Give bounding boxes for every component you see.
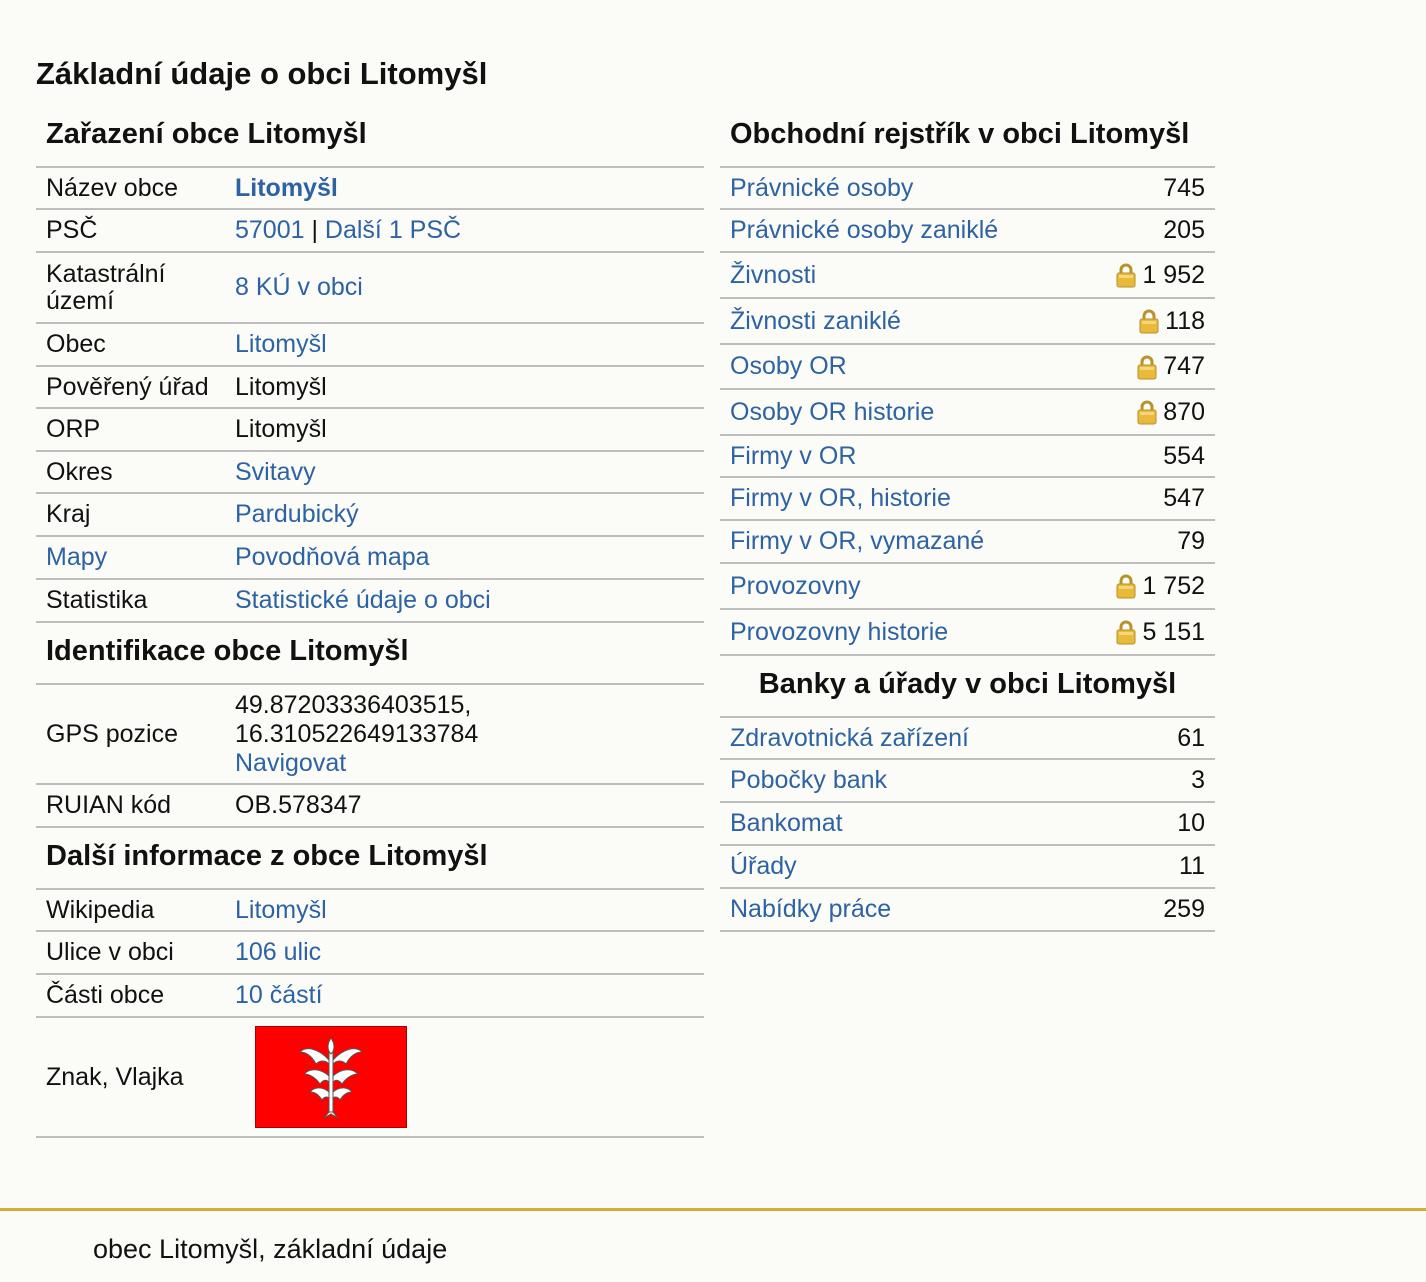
row-povereny-urad <box>36 367 704 409</box>
register-row <box>720 345 1215 390</box>
row-label: RUIAN kód <box>46 791 172 819</box>
office-count: 10 <box>1177 809 1205 837</box>
register-row <box>720 478 1215 521</box>
row-casti <box>36 975 704 1018</box>
office-count: 11 <box>1179 852 1205 880</box>
row-label: Wikipedia <box>46 895 155 924</box>
register-count-cell <box>1177 527 1205 556</box>
row-statistika <box>36 580 704 623</box>
row-label: Katastrální území <box>46 259 166 315</box>
register-count: 118 <box>1165 306 1205 335</box>
footer-text: obec Litomyšl, základní údaje <box>93 1234 448 1264</box>
lock-icon <box>1116 619 1136 645</box>
row-label: Pověřený úřad <box>46 372 209 401</box>
register-count-cell <box>1137 398 1205 427</box>
row-ulice <box>36 932 704 975</box>
register-link[interactable]: Firmy v OR <box>730 441 857 470</box>
register-count: 1 952 <box>1142 260 1205 289</box>
row-label: Části obce <box>46 981 165 1009</box>
register-link[interactable]: Právnické osoby <box>730 173 914 202</box>
register-link[interactable]: Provozovny <box>730 571 861 600</box>
office-count: 259 <box>1163 895 1205 923</box>
rejstrik-heading: Obchodní rejstřík v obci Litomyšl <box>720 112 1215 168</box>
register-count-cell <box>1116 261 1205 290</box>
cadastral-areas-link[interactable]: 8 KÚ v obci <box>235 273 363 301</box>
register-count-cell <box>1163 442 1205 471</box>
register-link[interactable]: Firmy v OR, vymazané <box>730 527 985 555</box>
office-count: 61 <box>1177 723 1205 752</box>
register-count: 747 <box>1163 352 1205 380</box>
row-label: Obec <box>46 330 106 358</box>
office-count-cell <box>1163 895 1205 924</box>
register-count: 79 <box>1177 527 1205 555</box>
gps-latitude: 49.87203336403515, <box>235 690 472 719</box>
register-count: 547 <box>1163 484 1205 512</box>
zarazeni-heading: Zařazení obce Litomyšl <box>36 112 704 168</box>
register-link[interactable]: Osoby OR historie <box>730 397 935 426</box>
navigate-link[interactable]: Navigovat <box>235 748 347 777</box>
psc-separator: | <box>304 216 325 244</box>
row-label: Statistika <box>46 586 148 614</box>
row-label: GPS pozice <box>46 719 179 748</box>
row-kraj <box>36 494 704 537</box>
statistics-link[interactable]: Statistické údaje o obci <box>235 586 491 614</box>
kraj-link[interactable]: Pardubický <box>235 500 359 528</box>
register-count-cell <box>1163 174 1205 203</box>
row-label: PSČ <box>46 216 98 244</box>
row-label: Znak, Vlajka <box>46 1062 184 1091</box>
register-count-cell <box>1116 618 1205 647</box>
row-znak-vlajka <box>36 1018 704 1138</box>
register-link[interactable]: Právnické osoby zaniklé <box>730 216 999 244</box>
office-link[interactable]: Bankomat <box>730 809 843 837</box>
row-gps <box>36 685 704 785</box>
row-ruian <box>36 785 704 828</box>
row-label: Název obce <box>46 173 179 202</box>
register-count-cell <box>1139 307 1205 336</box>
banky-heading: Banky a úřady v obci Litomyšl <box>720 656 1215 718</box>
register-row <box>720 610 1215 656</box>
obec-link[interactable]: Litomyšl <box>235 330 327 358</box>
register-count: 1 752 <box>1142 571 1205 600</box>
identifikace-heading: Identifikace obce Litomyšl <box>36 623 704 685</box>
fleur-emblem-icon <box>296 1034 366 1120</box>
register-row <box>720 168 1215 210</box>
register-count-cell <box>1137 352 1205 381</box>
row-katastralni-uzemi <box>36 253 704 324</box>
office-link[interactable]: Nabídky práce <box>730 895 892 923</box>
office-row <box>720 846 1215 889</box>
register-link[interactable]: Živnosti zaniklé <box>730 306 901 335</box>
row-nazev-obce <box>36 168 704 210</box>
business-register-column <box>720 112 1215 932</box>
footer-divider <box>0 1208 1426 1211</box>
ruian-value: OB.578347 <box>235 791 362 819</box>
streets-link[interactable]: 106 ulic <box>235 938 322 966</box>
register-link[interactable]: Provozovny historie <box>730 617 949 646</box>
register-row <box>720 210 1215 253</box>
gps-longitude: 16.310522649133784 <box>235 719 479 748</box>
mapy-link[interactable]: Mapy <box>46 543 108 571</box>
office-link[interactable]: Zdravotnická zařízení <box>730 723 969 752</box>
register-row <box>720 299 1215 345</box>
row-okres <box>36 452 704 494</box>
rejstrik-list <box>720 168 1215 656</box>
register-count-cell <box>1116 572 1205 601</box>
lock-icon <box>1139 308 1159 334</box>
office-count-cell <box>1177 809 1205 838</box>
municipality-name-link[interactable]: Litomyšl <box>235 173 338 202</box>
register-row <box>720 436 1215 478</box>
office-row <box>720 803 1215 846</box>
register-count-cell <box>1163 216 1205 245</box>
lock-icon <box>1137 399 1157 425</box>
lock-icon <box>1137 354 1157 380</box>
parts-link[interactable]: 10 částí <box>235 981 323 1009</box>
orp-value: Litomyšl <box>235 415 327 443</box>
povereny-urad-value: Litomyšl <box>235 372 327 401</box>
dalsi-heading: Další informace z obce Litomyšl <box>36 828 704 890</box>
row-label: Okres <box>46 457 113 486</box>
page-title: Základní údaje o obci Litomyšl <box>36 56 488 91</box>
psc-link[interactable]: 57001 <box>235 216 305 244</box>
register-count: 554 <box>1163 441 1205 470</box>
more-psc-link[interactable]: Další 1 PSČ <box>324 216 462 244</box>
register-count-cell <box>1163 484 1205 513</box>
row-label: Ulice v obci <box>46 938 174 966</box>
row-obec <box>36 324 704 367</box>
register-row <box>720 253 1215 299</box>
office-row <box>720 760 1215 803</box>
row-label: ORP <box>46 415 101 443</box>
row-wikipedia <box>36 890 704 932</box>
register-count: 205 <box>1163 216 1205 244</box>
wikipedia-link[interactable]: Litomyšl <box>235 895 327 924</box>
office-link[interactable]: Pobočky bank <box>730 766 888 794</box>
office-count-cell <box>1179 852 1205 881</box>
okres-link[interactable]: Svitavy <box>235 457 316 486</box>
lock-icon <box>1116 262 1136 288</box>
register-link[interactable]: Firmy v OR, historie <box>730 484 951 512</box>
municipal-flag <box>255 1026 407 1128</box>
municipality-info-column <box>36 112 704 1138</box>
office-link[interactable]: Úřady <box>730 852 797 880</box>
register-count: 870 <box>1163 397 1205 426</box>
row-mapy <box>36 537 704 580</box>
register-link[interactable]: Živnosti <box>730 260 817 289</box>
row-label: Kraj <box>46 500 91 528</box>
row-psc <box>36 210 704 253</box>
office-row <box>720 889 1215 932</box>
office-row <box>720 718 1215 760</box>
office-count-cell <box>1191 766 1205 795</box>
register-count: 5 151 <box>1142 617 1205 646</box>
register-count: 745 <box>1163 173 1205 202</box>
register-row <box>720 521 1215 564</box>
office-count-cell <box>1177 724 1205 753</box>
register-row <box>720 564 1215 610</box>
register-row <box>720 390 1215 436</box>
row-orp <box>36 409 704 452</box>
lock-icon <box>1116 573 1136 599</box>
register-link[interactable]: Osoby OR <box>730 352 847 380</box>
flood-map-link[interactable]: Povodňová mapa <box>235 543 430 571</box>
banky-list <box>720 718 1215 932</box>
office-count: 3 <box>1191 766 1205 794</box>
